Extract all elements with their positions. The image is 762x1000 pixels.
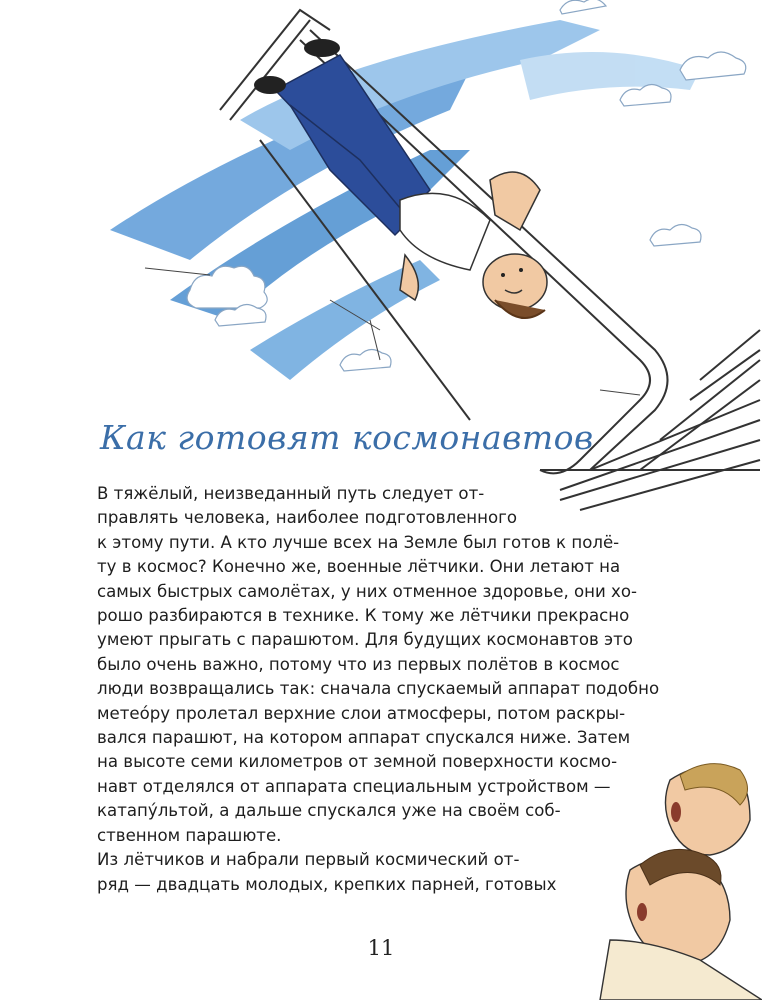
page-number: 11 — [367, 936, 395, 960]
text-line: вался парашют, на котором аппарат спускался ниже. Затем — [97, 728, 631, 748]
text-line: ственном парашюте. — [97, 825, 282, 845]
text-line: ту в космос? Конечно же, военные лётчики. Они летают на — [97, 557, 621, 577]
chapter-body — [97, 482, 660, 897]
text-line: В тяжёлый, неизведанный путь следует от- — [97, 484, 485, 503]
text-line: самых быстрых самолётах, у них отменное здоровье, они хо- — [97, 581, 638, 601]
text-line: на высоте семи километров от земной поверхности космо- — [97, 752, 618, 772]
text-line: Из лётчиков и набрали первый космический от- — [97, 850, 520, 870]
illustration-cadets-looking-up — [590, 760, 762, 1000]
chapter-title: Как готовят космонавтов — [100, 418, 594, 457]
text-line: навт отделялся от аппарата специальным устройством — — [97, 776, 611, 796]
text-line: катапу́льтой, а дальше спускался уже на своём соб- — [97, 801, 561, 821]
text-line: метеóру пролетал верхние слои атмосферы, потом раскры- — [97, 703, 626, 723]
text-line: умеют прыгать с парашютом. Для будущих космонавтов это — [97, 630, 633, 650]
text-line: рошо разбираются в технике. К тому же лётчики прекрасно — [97, 606, 630, 626]
text-line: было очень важно, потому что из первых полётов в космос — [97, 654, 620, 674]
text-line: люди возвращались так: сначала спускаемый аппарат подобно — [97, 679, 660, 699]
text-line: к этому пути. А кто лучше всех на Земле был готов к полё- — [97, 532, 620, 552]
text-line: ряд — двадцать молодых, крепких парней, готовых — [97, 874, 557, 894]
text-line: правлять человека, наиболее подготовленного — [97, 508, 517, 528]
